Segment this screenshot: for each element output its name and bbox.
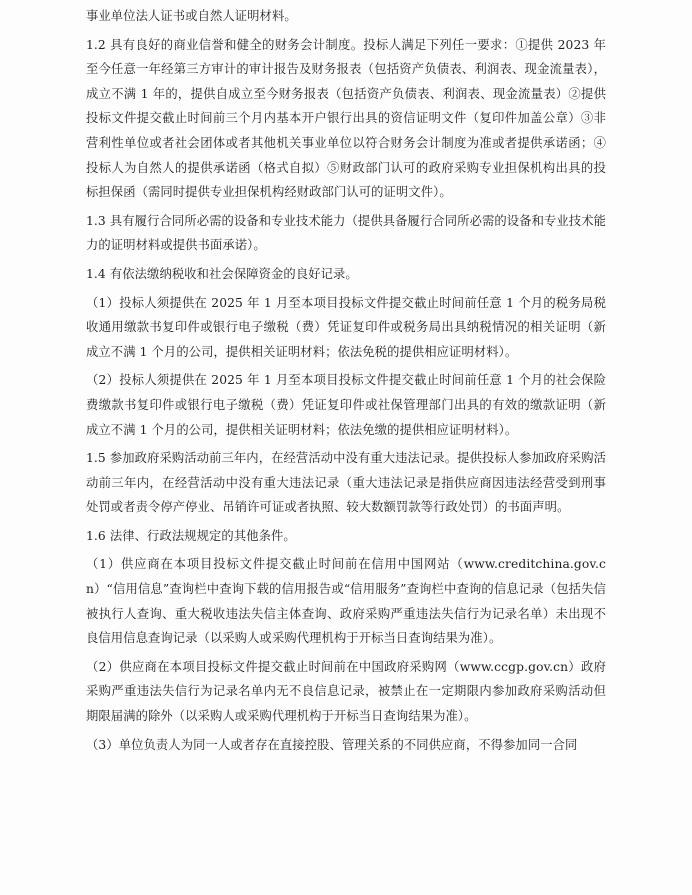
paragraph-1-4: 1.4 有依法缴纳税收和社会保障资金的良好记录。 — [86, 266, 358, 281]
paragraph-1-4-item-1: （1）投标人须提供在 2025 年 1 月至本项目投标文件提交截止时间前任意 1 个月的税务局税收通用缴款书复印件或银行电子缴税（费）凭证复印件或税务局出具纳税情况的相关证明（新成立不满 1 个月的公司，提供相关证明材料；依法免税的提供相应证明材料）。 — [86, 295, 606, 359]
paragraph-1-3: 1.3 具有履行合同所必需的设备和专业技术能力（提供具备履行合同所必需的设备和专业技术能力的证明材料或提供书面承诺）。 — [86, 213, 606, 253]
paragraph-1-2: 1.2 具有良好的商业信誉和健全的财务会计制度。投标人满足下列任一要求：①提供 2023 年至今任意一年经第三方审计的审计报告及财务报表（包括资产负债表、利润表、现金流量表），成立不满 1 年的，提供自成立至今财务报表（包括资产负债表、利润表、现金流量表）②提供投标文件提交截止时间前三个月内基本开户银行出具的资信证明文件（复印件加盖公章）③非营利性单位或者社会团体或者其他机关事业单位以符合财务会计制度为准或者提供承诺函；④投标人为自然人的提供承诺函（格式自拟）⑤财政部门认可的政府采购专业担保机构出具的投标担保函（需同时提供专业担保机构经财政部门认可的证明文件）。 — [86, 37, 606, 200]
paragraph-1-4-item-2: （2）投标人须提供在 2025 年 1 月至本项目投标文件提交截止时间前任意 1 个月的社会保险费缴款书复印件或银行电子缴税（费）凭证复印件或社保管理部门出具的有效的缴款证明（新成立不满 1 个月的公司，提供相关证明材料；依法免缴的提供相应证明材料）。 — [86, 373, 606, 437]
paragraph-1-6-item-1: （1）供应商在本项目投标文件提交截止时间前在信用中国网站（www.creditchina.gov.cn）“信用信息”查询栏中查询下载的信用报告或“信用服务”查询栏中查询的信息记录（包括失信被执行人查询、重大税收违法失信主体查询、政府采购严重违法失信行为记录名单）未出现不良信用信息查询记录（以采购人或采购代理机构于开标当日查询结果为准）。 — [86, 557, 606, 646]
paragraph-1-6-item-3: （3）单位负责人为同一人或者存在直接控股、管理关系的不同供应商，不得参加同一合同 — [86, 737, 578, 752]
paragraph-1-5: 1.5 参加政府采购活动前三年内，在经营活动中没有重大违法记录。提供投标人参加政府采购活动前三年内，在经营活动中没有重大违法记录（重大违法记录是指供应商因违法经营受到刑事处罚或者责令停产停业、吊销许可证或者执照、较大数额罚款等行政处罚）的书面声明。 — [86, 451, 606, 515]
document-body — [86, 4, 606, 757]
paragraph-continuation: 事业单位法人证书或自然人证明材料。 — [86, 9, 297, 23]
paragraph-1-6-item-2: （2）供应商在本项目投标文件提交截止时间前在中国政府采购网（www.ccgp.gov.cn）政府采购严重违法失信行为记录名单内无不良信息记录，被禁止在一定期限内参加政府采购活动但期限届满的除外（以采购人或采购代理机构于开标当日查询结果为准）。 — [86, 659, 606, 724]
paragraph-1-6: 1.6 法律、行政法规规定的其他条件。 — [86, 528, 296, 543]
